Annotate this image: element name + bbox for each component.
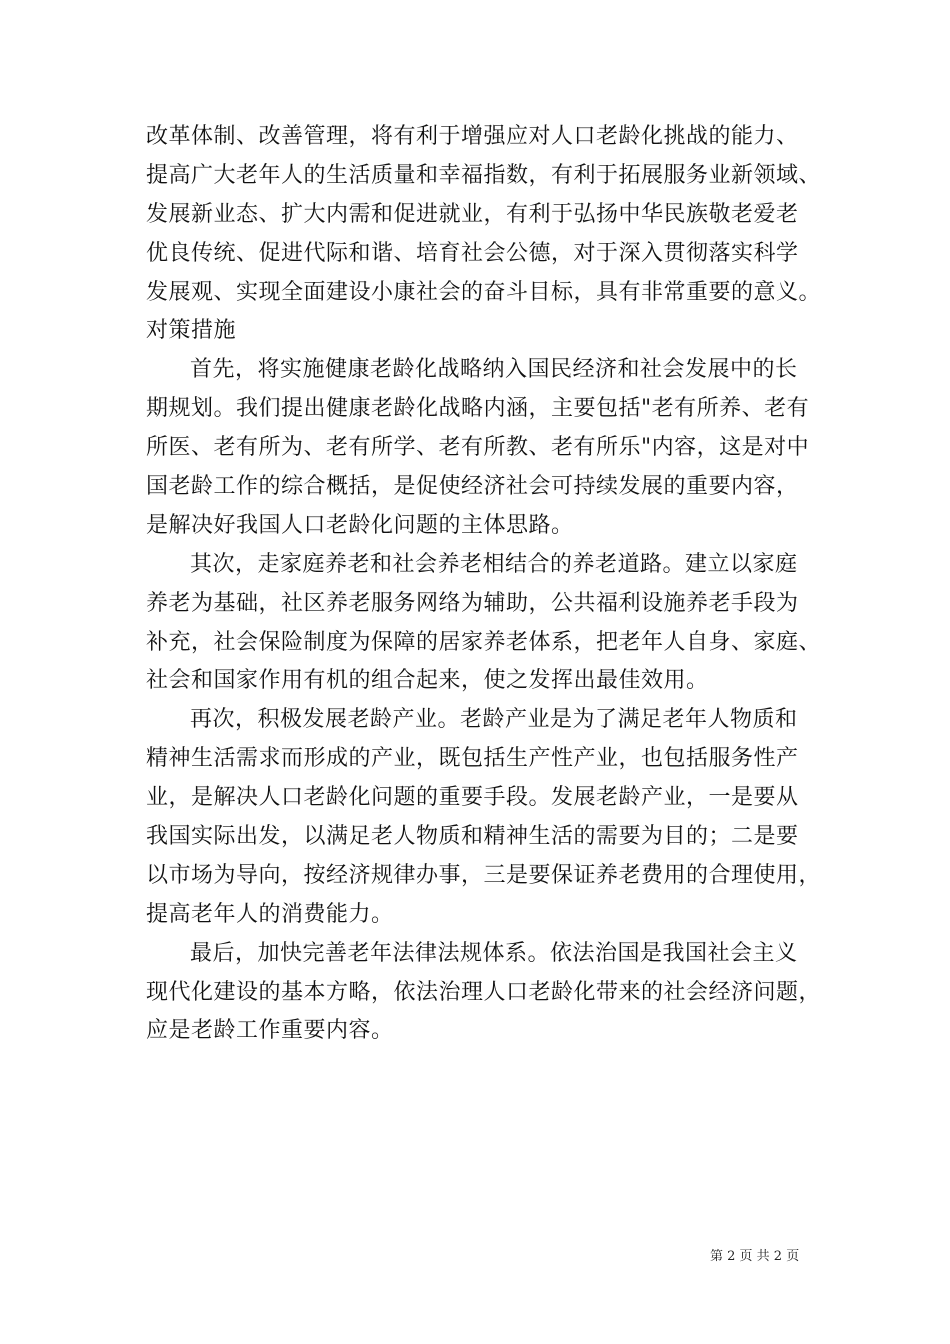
- text-line: 业，是解决人口老龄化问题的重要手段。发展老龄产业，一是要从: [146, 785, 799, 811]
- text-line: 以市场为导向，按经济规律办事，三是要保证养老费用的合理使用，: [146, 862, 822, 888]
- text-line: 是解决好我国人口老龄化问题的主体思路。: [146, 512, 574, 538]
- section-heading: 对策措施: [146, 318, 237, 344]
- text-line: 提高广大老年人的生活质量和幸福指数，有利于拓展服务业新领域、: [146, 162, 822, 188]
- text-line: 提高老年人的消费能力。: [146, 901, 394, 927]
- paragraph-first-line: 再次，积极发展老龄产业。老龄产业是为了满足老年人物质和: [190, 707, 798, 733]
- text-line: 国老龄工作的综合概括，是促使经济社会可持续发展的重要内容，: [146, 474, 799, 500]
- text-line: 发展观、实现全面建设小康社会的奋斗目标，具有非常重要的意义。: [146, 279, 822, 305]
- paragraph-first-line: 最后，加快完善老年法律法规体系。依法治国是我国社会主义: [190, 940, 798, 966]
- text-line: 所医、老有所为、老有所学、老有所教、老有所乐"内容，这是对中: [146, 435, 810, 461]
- text-line: 应是老龄工作重要内容。: [146, 1018, 394, 1044]
- text-line: 发展新业态、扩大内需和促进就业，有利于弘扬中华民族敬老爱老: [146, 201, 799, 227]
- body-text: [146, 118, 826, 1051]
- text-line: 我国实际出发，以满足老人物质和精神生活的需要为目的；二是要: [146, 824, 799, 850]
- text-line: 养老为基础，社区养老服务网络为辅助，公共福利设施养老手段为: [146, 590, 799, 616]
- text-line: 期规划。我们提出健康老龄化战略内涵，主要包括"老有所养、老有: [146, 396, 810, 422]
- text-line: 优良传统、促进代际和谐、培育社会公德，对于深入贯彻落实科学: [146, 240, 799, 266]
- paragraph-first-line: 其次，走家庭养老和社会养老相结合的养老道路。建立以家庭: [190, 551, 798, 577]
- text-line: 精神生活需求而形成的产业，既包括生产性产业，也包括服务性产: [146, 746, 799, 772]
- text-line: 改革体制、改善管理，将有利于增强应对人口老龄化挑战的能力、: [146, 124, 799, 149]
- paragraph-first-line: 首先，将实施健康老龄化战略纳入国民经济和社会发展中的长: [190, 357, 798, 383]
- page-number: 第 2 页 共 2 页: [710, 1249, 800, 1264]
- text-line: 现代化建设的基本方略，依法治理人口老龄化带来的社会经济问题，: [146, 979, 822, 1005]
- text-line: 社会和国家作用有机的组合起来，使之发挥出最佳效用。: [146, 668, 709, 694]
- text-line: 补充，社会保险制度为保障的居家养老体系，把老年人自身、家庭、: [146, 629, 822, 655]
